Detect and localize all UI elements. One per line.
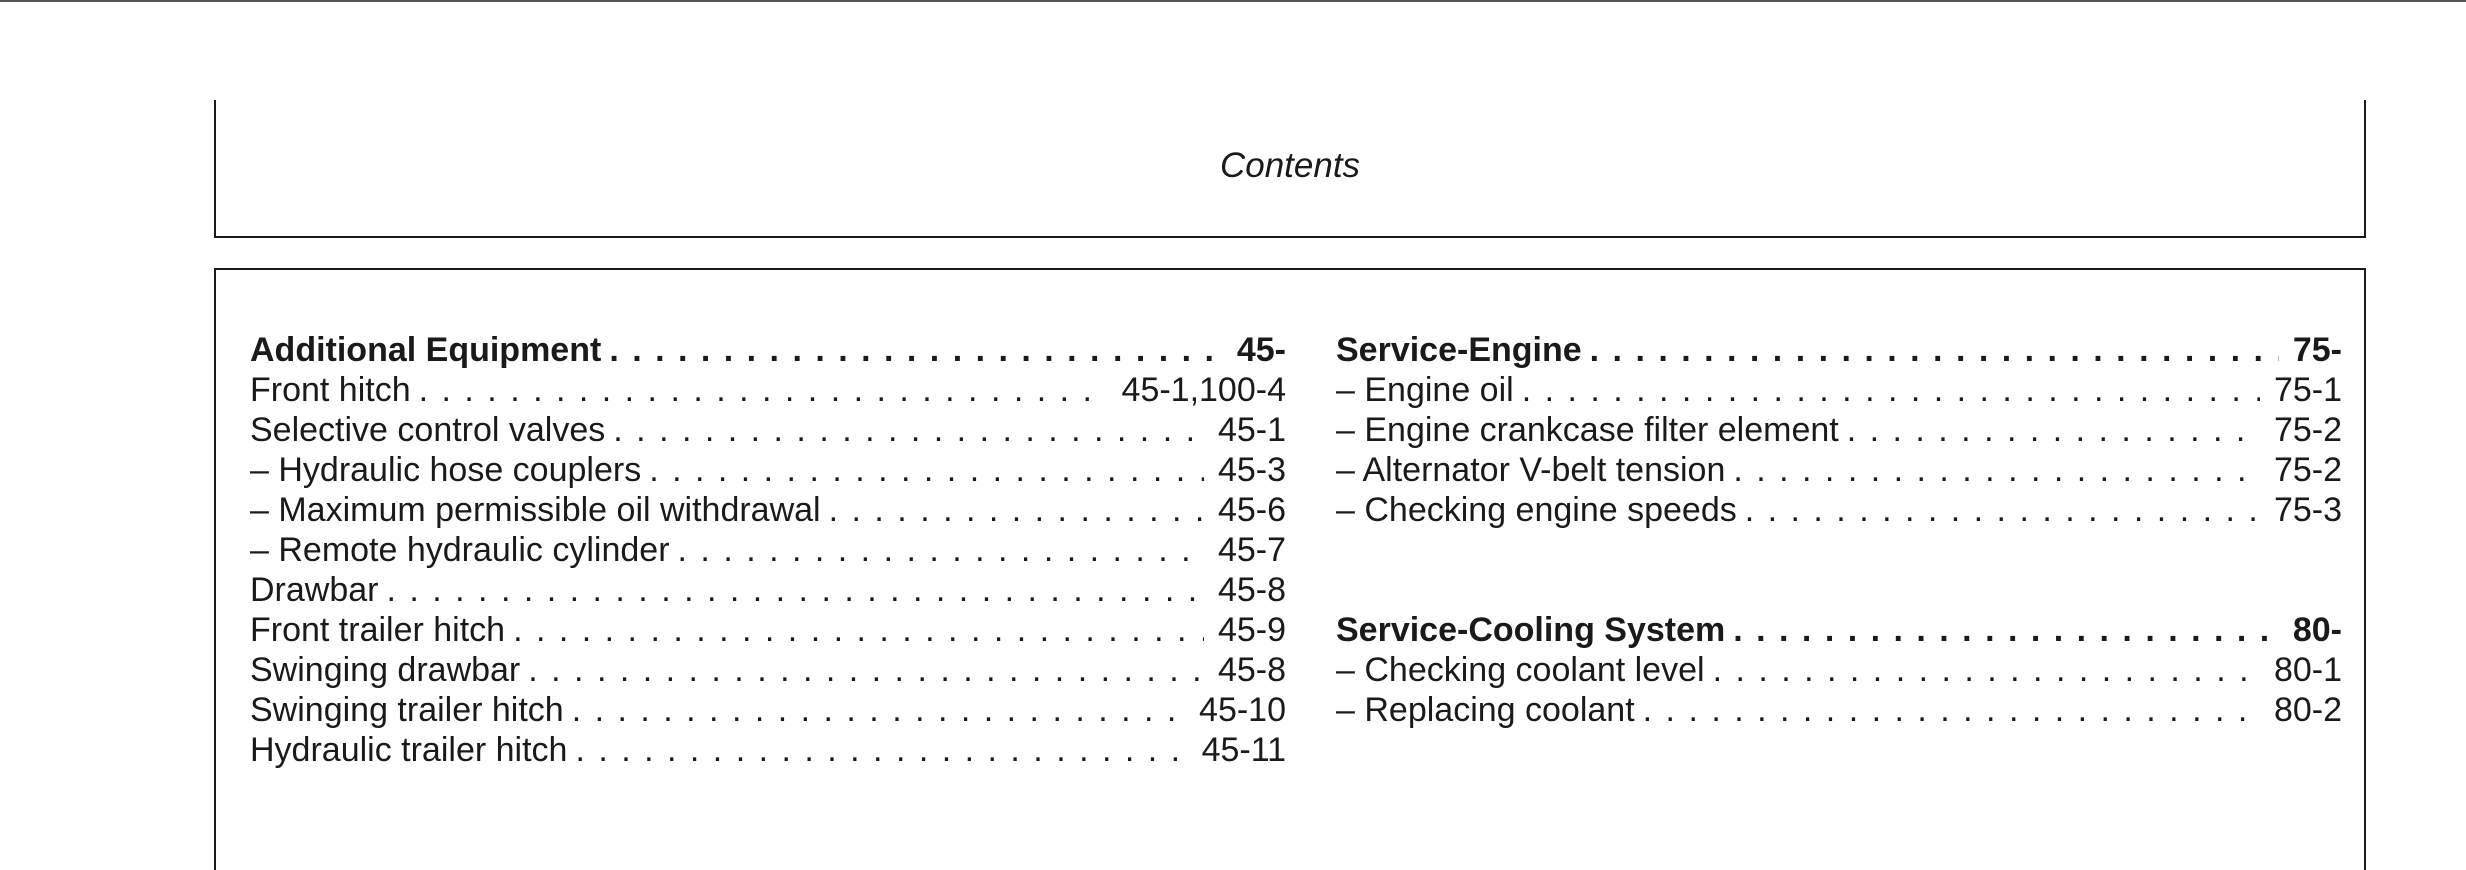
- toc-entry-page: 45-: [1236, 331, 1286, 369]
- toc-entry[interactable]: [1336, 490, 2342, 530]
- dot-leader: [572, 690, 1185, 730]
- toc-entry[interactable]: [250, 650, 1286, 690]
- toc-entry-label: – Engine crankcase filter element: [1336, 411, 1839, 449]
- dot-leader: [386, 570, 1203, 610]
- dot-leader: [1745, 490, 2260, 530]
- toc-entry-label: – Replacing coolant: [1336, 691, 1635, 729]
- contents-box: [214, 268, 2366, 870]
- toc-entry[interactable]: [1336, 370, 2342, 410]
- toc-entry-label: Drawbar: [250, 571, 379, 609]
- page-header: [214, 100, 2366, 238]
- contents-right-column: [1336, 330, 2342, 730]
- toc-entry-label: – Engine oil: [1336, 371, 1514, 409]
- toc-entry-page: 75-1: [2273, 371, 2342, 409]
- contents-left-column: [250, 330, 1286, 770]
- toc-entry-label: Selective control valves: [250, 411, 606, 449]
- toc-section-heading[interactable]: [1336, 330, 2342, 370]
- dot-leader: [1590, 330, 2279, 370]
- toc-entry-label: Service-Cooling System: [1336, 611, 1726, 649]
- toc-entry-page: 75-2: [2273, 411, 2342, 449]
- dot-leader: [575, 730, 1187, 770]
- toc-entry-label: Service-Engine: [1336, 331, 1582, 369]
- dot-leader: [678, 530, 1204, 570]
- toc-entry-page: 75-2: [2273, 451, 2342, 489]
- toc-entry-label: Front hitch: [250, 371, 411, 409]
- toc-entry-page: 45-6: [1217, 491, 1286, 529]
- toc-entry-label: – Maximum permissible oil withdrawal: [250, 491, 821, 529]
- dot-leader: [1522, 370, 2260, 410]
- dot-leader: [1643, 690, 2260, 730]
- toc-entry[interactable]: [250, 730, 1286, 770]
- toc-entry-label: – Alternator V-belt tension: [1336, 451, 1726, 489]
- blank-line: [1336, 570, 2342, 610]
- dot-leader: [419, 370, 1108, 410]
- toc-entry-page: 45-8: [1217, 651, 1286, 689]
- toc-entry-page: 80-: [2292, 611, 2342, 649]
- toc-entry[interactable]: [250, 450, 1286, 490]
- toc-entry-page: 45-9: [1217, 611, 1286, 649]
- toc-entry-label: Hydraulic trailer hitch: [250, 731, 568, 769]
- toc-section-heading[interactable]: [250, 330, 1286, 370]
- dot-leader: [1733, 450, 2260, 490]
- toc-section-heading[interactable]: [1336, 610, 2342, 650]
- toc-entry-page: 75-3: [2273, 491, 2342, 529]
- toc-entry-page: 45-10: [1199, 691, 1286, 729]
- toc-entry-page: 75-: [2292, 331, 2342, 369]
- toc-entry-label: Swinging drawbar: [250, 651, 521, 689]
- dot-leader: [1713, 650, 2260, 690]
- toc-entry[interactable]: [250, 610, 1286, 650]
- toc-entry[interactable]: [1336, 650, 2342, 690]
- dot-leader: [1733, 610, 2279, 650]
- toc-entry[interactable]: [250, 490, 1286, 530]
- toc-entry-label: – Checking coolant level: [1336, 651, 1705, 689]
- toc-entry-page: 80-2: [2273, 691, 2342, 729]
- toc-entry[interactable]: [250, 570, 1286, 610]
- toc-entry-page: 45-11: [1201, 731, 1286, 769]
- dot-leader: [528, 650, 1204, 690]
- toc-entry-label: – Hydraulic hose couplers: [250, 451, 642, 489]
- dot-leader: [1847, 410, 2260, 450]
- dot-leader: [513, 610, 1204, 650]
- toc-entry-page: 45-7: [1217, 531, 1286, 569]
- toc-entry-label: Swinging trailer hitch: [250, 691, 564, 729]
- toc-entry-page: 45-1,100-4: [1121, 371, 1286, 409]
- toc-entry-page: 45-1: [1217, 411, 1286, 449]
- toc-entry[interactable]: [1336, 690, 2342, 730]
- blank-line: [1336, 530, 2342, 570]
- toc-entry[interactable]: [250, 690, 1286, 730]
- toc-entry-label: – Remote hydraulic cylinder: [250, 531, 670, 569]
- dot-leader: [829, 490, 1204, 530]
- toc-entry[interactable]: [250, 410, 1286, 450]
- toc-entry-page: 45-8: [1217, 571, 1286, 609]
- toc-entry[interactable]: [250, 370, 1286, 410]
- toc-entry-page: 80-1: [2273, 651, 2342, 689]
- toc-entry-label: – Checking engine speeds: [1336, 491, 1737, 529]
- toc-entry-page: 45-3: [1217, 451, 1286, 489]
- toc-entry[interactable]: [1336, 450, 2342, 490]
- toc-entry-label: Front trailer hitch: [250, 611, 506, 649]
- dot-leader: [613, 410, 1204, 450]
- toc-entry-label: Additional Equipment: [250, 331, 602, 369]
- toc-entry[interactable]: [250, 530, 1286, 570]
- dot-leader: [649, 450, 1204, 490]
- dot-leader: [609, 330, 1223, 370]
- top-rule: [0, 0, 2466, 2]
- toc-entry[interactable]: [1336, 410, 2342, 450]
- page-title: Contents: [1219, 146, 1361, 185]
